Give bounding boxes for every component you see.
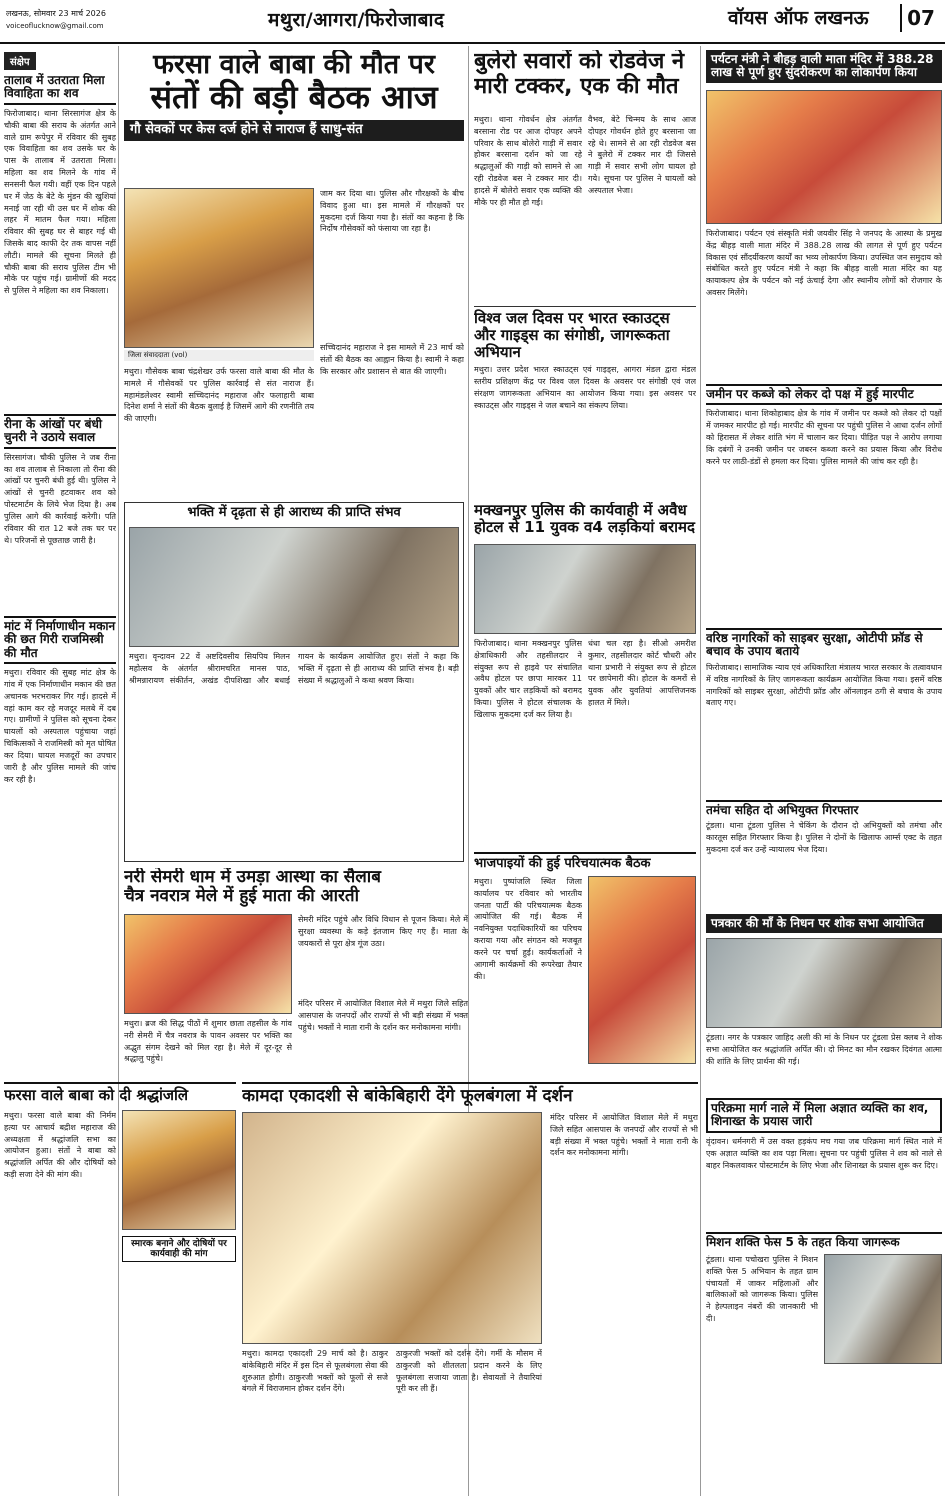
patrakar-body: टूंडला। नगर के पत्रकार जाहिद अली की मां के निधन पर टूंडला प्रेस क्लब ने शोक सभा आयोजित कर श्रद्धांजलि अर्पित की। दो मिनट का मौन रखकर दिवंगत आत्मा की शांति के लिए प्रार्थना की गई। <box>706 1033 942 1066</box>
ekadashi-photo <box>242 1112 542 1344</box>
lead-story <box>124 50 464 500</box>
bhakti-photo <box>129 527 459 647</box>
navratri-headline-2: चैत्र नवरात्र मेले में हुई माता की आरती <box>124 886 360 907</box>
senior-headline: वरिष्ठ नागरिकों को साइबर सुरक्षा, ओटीपी फ्रॉड से बचाव के उपाय बताये <box>706 628 942 659</box>
mission-story <box>706 1232 942 1496</box>
hotel-body: धंधा चल रहा है। सीओ अमरीश कुमार, तहसीलदार कोर्ट चौधरी और थाना प्रभारी ने संयुक्त रूप से होटल पर छापेमारी की। होटल के कमरों से युवक और युवतियां आपत्तिजनक हालत में मिले। <box>588 639 696 708</box>
parytan-photo <box>706 90 942 224</box>
land-story <box>706 384 942 624</box>
story-body: सिरसागंज। चौकी पुलिस ने जब रीना का शव तालाब से निकाला तो रीना की आंखों पर चुनरी बंधी हुई थी। पुलिस ने आंखों से चुनरी हटवाकर शव को पोस्टमार्टम के लिये भेज दिया है। अब पुलिस आगे की कार्रवाई करेगी। पति रविवार की रात 12 बजे तक घर पर थे। परिजनों से पूछताछ जारी है। <box>4 452 116 545</box>
site-email: voiceoflucknow@gmail.com <box>6 22 104 30</box>
parikrama-headline: परिक्रमा मार्ग नाले में मिला अज्ञात व्यक्ति का शव, शिनाख्त के प्रयास जारी <box>706 1098 942 1133</box>
story-headline: तालाब में उतराता मिला विवाहिता का शव <box>4 74 116 105</box>
navratri-photo <box>124 914 292 1014</box>
parikrama-body: वृंदावन। धर्मनगरी में उस वक्त हड़कंप मच गया जब परिक्रमा मार्ग स्थित नाले में एक अज्ञात व्यक्ति का शव पड़ा मिला। सूचना पर पहुंची पुलिस ने शव को नाले से बाहर निकलवाकर पोस्टमार्टम के लिए भेजा और शिनाख्त के प्रयास शुरू कर दिए। <box>706 1136 942 1170</box>
water-headline: विश्व जल दिवस पर भारत स्काउट्स और गाइड्स का संगोष्ठी, जागरूकता अभियान <box>474 309 670 361</box>
masthead <box>0 0 945 44</box>
ekadashi-story <box>242 1082 698 1496</box>
ekadashi-body: मथुरा। कामदा एकादशी 29 मार्च को है। ठाकुर बांकेबिहारी मंदिर में इस दिन से फूलबंगला सेवा की शुरुआत होगी। ठाकुरजी भक्तों को फूलों से सजे बंगले में विराजमान होकर दर्शन देंगे। <box>242 1349 388 1394</box>
farsa-tribute-photo <box>122 1110 236 1230</box>
farsa-tribute-callout: स्मारक बनाने और दोषियों पर कार्यवाही की मांग <box>122 1236 236 1262</box>
story-body: मथुरा। रविवार की सुबह मांट क्षेत्र के गांव में एक निर्माणाधीन मकान की छत अचानक भरभराकर गिर गई। हादसे में वहां काम कर रहे मजदूर मलबे में दब गए। ग्रामीणों ने पुलिस को सूचना देकर घायलों को अस्पताल पहुंचाया जहां चिकित्सकों ने राजमिस्त्री को मृत घोषित कर दिया। घायल मजदूरों का उपचार जारी है और पुलिस मामले की जांच कर रही है। <box>4 668 116 784</box>
bjp-story <box>474 852 696 1067</box>
tamancha-story <box>706 800 942 910</box>
story-body: फिरोजाबाद। थाना सिरसागंज क्षेत्र के चौकी बाबा की सराय के अंतर्गत आने वाले ग्राम रूपेपुर में रविवार की सुबह एक विवाहिता का शव उसके घर के पास के तालाब में उतराता मिला। महिला का शव मिलने के गांव में सनसनी फैल गयी। वहीं एक दिन पहले घर में जेठ के बेटे के मुंडन की खुशियां मनाई जा रही थी उस घर में शोक की लहर में मातम फैल गया। महिला रविवार की सुबह घर से बाहर गई थी जिसके बाद काफी देर तक वापस नहीं लौटी। मामले की सूचना मिलते ही चौकी बाबा की सराय पुलिस टीम भी मौके पर पहुंच गई। ग्रामीणों की मदद से पुलिस ने महिला का शव निकाला। <box>4 108 116 296</box>
navratri-body: मथुरा। ब्रज की सिद्ध पीठों में शुमार छाता तहसील के गांव नरी सेमरी में चैत्र नवरात्र के पावन अवसर पर भक्ति का अद्भुत संगम देखने को मिल रहा है। मेले में दूर-दूर से श्रद्धालु पहुंचे। <box>124 1019 292 1064</box>
paper-name: वॉयस ऑफ लखनऊ <box>728 7 869 29</box>
column-rule <box>700 46 701 1496</box>
navratri-body: सेमरी मंदिर पहुंचे और विधि विधान से पूजन किया। मेले में सुरक्षा व्यवस्था के कड़े इंतजाम किए गए हैं। माता के जयकारों से पूरा क्षेत्र गूंज उठा। <box>298 915 468 948</box>
lead-body: जाम कर दिया था। पुलिस और गौरक्षकों के बीच विवाद हुआ था। इस मामले में गौरक्षकों पर मुकदमा दर्ज किया गया है। संतों का कहना है कि निर्दोष गौसेवकों को फंसाया जा रहा है। <box>320 189 464 234</box>
tamancha-headline: तमंचा सहित दो अभियुक्त गिरफ्तार <box>706 800 942 817</box>
land-headline: जमीन पर कब्जे को लेकर दो पक्ष में हुई मारपीट <box>706 384 942 405</box>
farsa-tribute-headline: फरसा वाले बाबा को दी श्रद्धांजलि <box>4 1082 236 1104</box>
ekadashi-body: ठाकुरजी भक्तों को दर्शन देंगे। गर्मी के मौसम में ठाकुरजी को शीतलता प्रदान करने के लिए फूलबंगला सजाया जाता है। सेवायतों ने तैयारियां पूरी कर ली हैं। <box>396 1349 542 1394</box>
senior-story <box>706 628 942 796</box>
section-title: मथुरा/आगरा/फिरोजाबाद <box>268 9 445 31</box>
hotel-headline-2: होटल से 11 युवक व4 लड़कियां बरामद <box>474 517 695 536</box>
bolero-body: मथुरा। थाना गोवर्धन क्षेत्र अंतर्गत बरसाना रोड पर आज दोपहर अपने परिवार के साथ बोलेरो गाड़ी में सवार होकर बरसाना दर्शन को जा रहे श्रद्धालुओं की गाड़ी को सामने से आ रही रोडवेज बस ने टक्कर मार दी। हादसे में बोलेरो सवार एक व्यक्ति की मौके पर ही मौत हो गई। <box>474 115 582 207</box>
lead-photo <box>124 188 314 348</box>
parikrama-story <box>706 1098 942 1228</box>
mission-photo <box>824 1254 942 1364</box>
lead-subhead: गौ सेवकों पर केस दर्ज होने से नाराज हैं साधु-संत <box>124 120 464 141</box>
mission-headline: मिशन शक्ति फेस 5 के तहत किया जागरूक <box>706 1232 942 1249</box>
ekadashi-headline: कामदा एकादशी से बांकेबिहारी देंगे फूलबंगला में दर्शन <box>242 1082 698 1106</box>
mission-body: टूंडला। थाना पचोखरा पुलिस ने मिशन शक्ति फेस 5 अभियान के तहत ग्राम पंचायतों में जाकर महिलाओं और बालिकाओं को जागरूक किया। पुलिस ने हेल्पलाइन नंबरों की जानकारी भी दी। <box>706 1255 818 1324</box>
hotel-photo <box>474 544 696 634</box>
land-body: फिरोजाबाद। थाना शिकोहाबाद क्षेत्र के गांव में जमीन पर कब्जे को लेकर दो पक्षों में जमकर मारपीट हो गई। मारपीट की सूचना पर पहुंची पुलिस ने आधा दर्जन लोगों को हिरासत में लेकर शांति भंग में चालान कर दिया। पीड़ित पक्ष ने आरोप लगाया कि दबंगों ने उनकी जमीन पर जबरन कब्जा करने का प्रयास किया और विरोध करने पर लाठी-डंडों से हमला कर दिया। पुलिस मामले की जांच कर रही है। <box>706 409 942 466</box>
lead-body: सच्चिदानंद महाराज ने इस मामले में 23 मार्च को संतों की बैठक का आह्वान किया है। स्वामी ने कहा कि सरकार और प्रशासन से बात की जाएगी। <box>320 343 464 376</box>
hotel-headline-1: मक्खनपुर पुलिस की कार्यवाही में अवैध <box>474 502 687 519</box>
parytan-story <box>706 50 942 380</box>
water-body: मथुरा। उत्तर प्रदेश भारत स्काउट्स एवं गाइड्स, आगरा मंडल द्वारा मंडल स्तरीय प्रशिक्षण केंद्र पर विश्व जल दिवस के अवसर पर संगोष्ठी एवं जल संरक्षण जागरूकता अभियान का आयोजन किया गया। इस अवसर पर स्काउट्स और गाइड्स ने जल बचाने का संकल्प लिया। <box>474 365 696 410</box>
bjp-photo <box>588 876 696 1064</box>
navratri-headline-1: नरी सेमरी धाम में उमड़ा आस्था का सैलाब <box>124 868 381 887</box>
tamancha-body: टूंडला। थाना टूंडला पुलिस ने चेकिंग के दौरान दो अभियुक्तों को तमंचा और कारतूस सहित गिरफ्तार किया है। पुलिस ने दोनों के खिलाफ आर्म्स एक्ट के तहत मुकदमा दर्ज कर उन्हें न्यायालय भेज दिया। <box>706 821 942 855</box>
lead-headline-2: संतों की बड़ी बैठक आज <box>150 78 438 117</box>
hotel-story <box>474 502 696 847</box>
patrakar-headline: पत्रकार की माँ के निधन पर शोक सभा आयोजित <box>706 914 942 933</box>
photo-caption: जिला संवाददाता (vol) <box>124 350 314 361</box>
brief-label: संक्षेप <box>4 52 36 70</box>
hotel-body: फिरोजाबाद। थाना मक्खनपुर पुलिस क्षेत्राधिकारी और तहसीलदार ने संयुक्त रूप से हाइवे पर संचालित अवैध होटल पर छापा मारकर 11 युवकों और चार लड़कियों को बरामद किया। पुलिस ने होटल संचालक के खिलाफ मुकदमा दर्ज कर लिया है। <box>474 639 582 719</box>
farsa-tribute-body: मथुरा। फरसा वाले बाबा की निर्मम हत्या पर आचार्य बद्रीश महाराज की अध्यक्षता में श्रद्धांजलि सभा का आयोजन हुआ। संतों ने बाबा को श्रद्धांजलि अर्पित की और दोषियों को कड़ी सजा देने की मांग की। <box>4 1111 116 1180</box>
lead-headline-1: फरसा वाले बाबा की मौत पर <box>153 50 435 80</box>
bolero-story <box>474 50 696 300</box>
bhakti-body: मथुरा। वृन्दावन 22 वें अष्टदिवसीय सियपिय मिलन महोत्सव के अंतर्गत श्रीरामचरित मानस पाठ, श्रीमन्नारायण संकीर्तन, अखंड दीपशिखा और बधाई गायन के कार्यक्रम आयोजित हुए। संतों ने कहा कि भक्ति में दृढ़ता से ही आराध्य की प्राप्ति संभव है। बड़ी संख्या में श्रद्धालुओं ने कथा श्रवण किया। <box>129 652 459 685</box>
lead-body: मथुरा। गौसेवक बाबा चंद्रशेखर उर्फ फरसा वाले बाबा की मौत के मामले में गौसेवकों पर पुलिस कार्रवाई से संत नाराज हैं। महामंडलेश्वर स्वामी सच्चिदानंद महाराज और फलाहारी बाबा दिनेश शर्मा ने संतों की बैठक बुलाई है जिसमें आगे की रणनीति तय की जाएगी। <box>124 367 314 424</box>
bhakti-headline: भक्ति में दृढ़ता से ही आराध्य की प्राप्ति संभव <box>187 505 401 520</box>
story-headline: मांट में निर्माणाधीन मकान की छत गिरी राजमिस्त्री की मौत <box>4 616 116 664</box>
patrakar-story <box>706 914 942 1094</box>
bolero-body: वैभव, बेटे चिन्मय के साथ आज दोपहर गोवर्धन होते हुए बरसाना जा रहे थे। सामने से आ रही रोडवेज बस ने बुलेरो में टक्कर मार दी जिससे गाड़ी में सवार सभी लोग घायल हो गये। सूचना पर पुलिस ने घायलों को अस्पताल भेजा। <box>588 115 696 195</box>
page-number: 07 <box>900 4 940 32</box>
parytan-headline: पर्यटन मंत्री ने बीहड़ वाली माता मंदिर में 388.28 लाख से पूर्ण हुए सुंदरीकरण का लोकार्पण किया <box>706 50 942 83</box>
story-headline: रीना के आंखों पर बंधी चुनरी ने उठाये सवाल <box>4 414 116 449</box>
brief-column <box>4 50 116 940</box>
parytan-body: फिरोजाबाद। पर्यटन एवं संस्कृति मंत्री जयवीर सिंह ने जनपद के आस्था के प्रमुख केंद्र बीहड़ वाली माता मंदिर में 388.28 लाख की लागत से पूर्ण हुए पर्यटन विकास एवं सौंदर्यीकरण कार्यों का भव्य लोकार्पण किया। उपस्थित जन समुदाय को संबोधित करते हुए पर्यटन मंत्री ने कहा कि बीहड़ वाली माता मंदिर का यह कायाकल्प क्षेत्र के पर्यटन को नई ऊंचाई देगा और स्थानीय लोगों को रोजगार के अवसर मिलेंगे। <box>706 229 942 298</box>
water-story <box>474 306 696 498</box>
bolero-headline: बुलेरो सवारों को रोडवेज ने मारी टक्कर, एक की मौत <box>474 50 685 99</box>
bjp-headline: भाजपाइयों की हुई परिचयात्मक बैठक <box>474 852 696 872</box>
ekadashi-body: मंदिर परिसर में आयोजित विशाल मेले में मथुरा जिले सहित आसपास के जनपदों और राज्यों से भी बड़ी संख्या में भक्त पहुंचे। भक्तों ने माता रानी के दर्शन कर मनोकामना मांगी। <box>550 1113 698 1158</box>
senior-body: फिरोजाबाद। सामाजिक न्याय एवं अधिकारिता मंत्रालय भारत सरकार के तत्वावधान में वरिष्ठ नागरिकों के लिए जागरूकता कार्यक्रम आयोजित किया गया। इसमें वरिष्ठ नागरिकों को साइबर सुरक्षा, ओटीपी फ्रॉड और ऑनलाइन ठगी से बचाव के उपाय बताए गए। <box>706 662 942 708</box>
patrakar-photo <box>706 938 942 1028</box>
navratri-story <box>124 868 468 1078</box>
dateline: लखनऊ, सोमवार 23 मार्च 2026 <box>6 9 106 18</box>
bjp-body: मथुरा। पुष्पांजलि स्थित जिला कार्यालय पर रविवार को भारतीय जनता पार्टी की परिचयात्मक बैठक आयोजित की गई। बैठक में नवनियुक्त पदाधिकारियों का परिचय कराया गया और संगठन को मजबूत करने पर चर्चा हुई। कार्यकर्ताओं ने आगामी कार्यक्रमों की रूपरेखा तैयार की। <box>474 877 582 981</box>
farsa-tribute-story <box>4 1082 236 1496</box>
navratri-body: मंदिर परिसर में आयोजित विशाल मेले में मथुरा जिले सहित आसपास के जनपदों और राज्यों से भी बड़ी संख्या में भक्त पहुंचे। भक्तों ने माता रानी के दर्शन कर मनोकामना मांगी। <box>298 999 468 1032</box>
bhakti-story <box>124 502 464 862</box>
